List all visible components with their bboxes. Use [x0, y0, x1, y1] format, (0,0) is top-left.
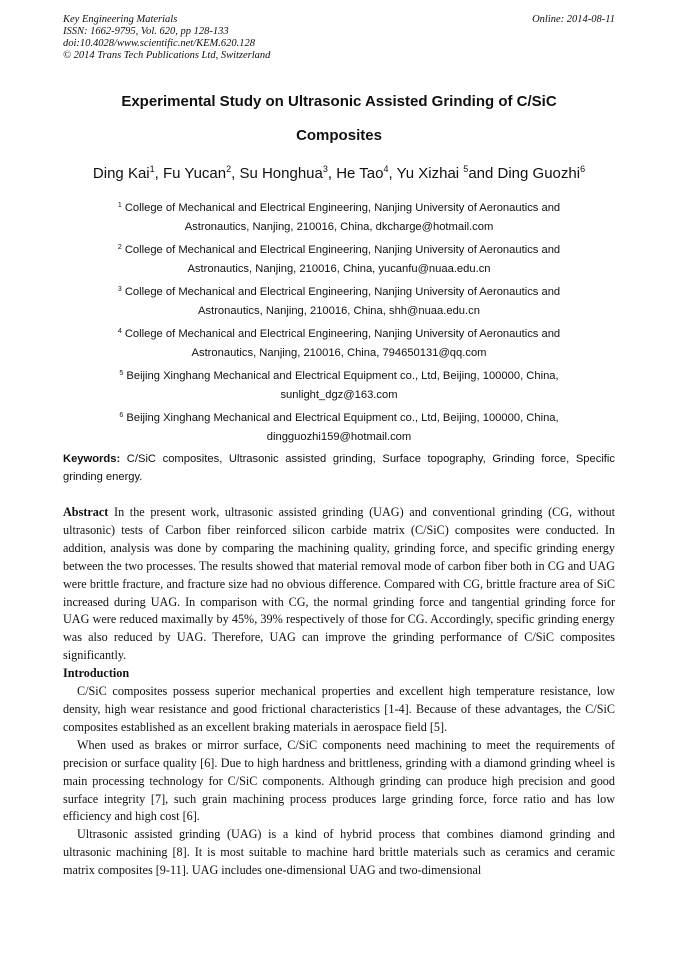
author: Ding Kai$^1$,	[92, 164, 163, 182]
paragraph: C/SiC composites possess superior mechanical properties and excellent high temperature resistance, low density, high wear resistance and good frictional characteristics [1-4]. Because of these advantages, the C/SiC composites established as an excellent braking materials in aerospace field [5].	[63, 684, 615, 734]
copyright-line: © 2014 Trans Tech Publications Ltd, Switzerland	[63, 50, 271, 61]
title-line-1: Experimental Study on Ultrasonic Assisted Grinding of C/SiC	[121, 93, 557, 110]
affiliation: $^1$ College of Mechanical and Electrical Engineering, Nanjing University of Aeronautics and Astronautics, Nanjing, 210016, China, dkcharge@hotmail.com	[117, 202, 561, 233]
author: and Ding Guozhi$^6$	[468, 164, 586, 182]
online-date: Online: 2014-08-11	[532, 14, 615, 25]
paper-title	[63, 85, 615, 153]
journal-header	[63, 14, 615, 62]
author: Su Honghua$^3$,	[239, 164, 337, 182]
keywords-text: C/SiC composites, Ultrasonic assisted grinding, Surface topography, Grinding force, Specific grinding energy.	[63, 453, 615, 483]
author: Fu Yucan$^2$,	[162, 164, 240, 182]
section-heading-introduction: Introduction	[63, 666, 130, 681]
author: He Tao$^4$,	[336, 164, 397, 182]
abstract-text: In the present work, ultrasonic assisted grinding (UAG) and conventional grinding (CG, without ultrasonic) tests of Carbon fiber reinforced silicon carbide matrix (C/SiC) composites were conducted. In addition, analysis was done by comparing the machining quality, grinding force, and specific grinding energy between the two processes. The results showed that material removal mode of carbon fiber both in CG and UAG were brittle fracture, and fracture size had no obvious difference. Compared with CG, brittle fracture area of SiC increased during UAG. In comparison with CG, the normal grinding force and tangential grinding force for UAG were reduced maximally by 45%, 39% respectively of those for CG. Accordingly, specific grinding energy was also reduced by UAG. Therefore, UAG can improve the grinding performance of C/SiC composites significantly.	[63, 505, 615, 663]
journal-name: Key Engineering Materials	[63, 14, 178, 25]
author-list	[40, 164, 638, 184]
issn-line: ISSN: 1662-9795, Vol. 620, pp 128-133	[63, 26, 229, 37]
keywords	[63, 450, 615, 486]
affiliation-list	[63, 199, 615, 451]
keywords-label: Keywords:	[63, 453, 121, 465]
paper-body	[63, 504, 615, 880]
paragraph: Ultrasonic assisted grinding (UAG) is a kind of hybrid process that combines diamond grinding and ultrasonic machining [8]. It is most suitable to machine hard brittle materials such as ceramics and ceramic matrix composites [9-11]. UAG includes one-dimensional UAG and two-dimensional	[63, 827, 615, 878]
affiliation: $^6$ Beijing Xinghang Mechanical and Electrical Equipment co., Ltd, Beijing, 100000, China, dingguozhi159@hotmail.com	[119, 412, 559, 443]
affiliation: $^3$ College of Mechanical and Electrical Engineering, Nanjing University of Aeronautics and Astronautics, Nanjing, 210016, China, shh@nuaa.edu.cn	[117, 286, 561, 317]
affiliation: $^2$ College of Mechanical and Electrical Engineering, Nanjing University of Aeronautics and Astronautics, Nanjing, 210016, China, yucanfu@nuaa.edu.cn	[117, 244, 561, 275]
abstract-label: Abstract	[63, 505, 109, 519]
affiliation: $^4$ College of Mechanical and Electrical Engineering, Nanjing University of Aeronautics and Astronautics, Nanjing, 210016, China, 794650131@qq.com	[117, 328, 561, 359]
paragraph: When used as brakes or mirror surface, C/SiC components need machining to meet the requirements of precision or surface quality [6]. Due to high hardness and brittleness, grinding with a diamond grinding wheel is main processing technology for C/SiC components. Although grinding can produce high precision and good surface integrity [7], such grain machining process produces large grinding force, force ratio and has low efficiency and high cost [6].	[63, 737, 615, 824]
title-line-2: Composites	[296, 127, 382, 144]
doi-line: doi:10.4028/www.scientific.net/KEM.620.128	[63, 38, 255, 49]
affiliation: $^5$ Beijing Xinghang Mechanical and Electrical Equipment co., Ltd, Beijing, 100000, China, sunlight_dgz@163.com	[119, 370, 559, 401]
abstract	[63, 504, 615, 665]
author: Yu Xizhai $^5$	[396, 164, 469, 182]
